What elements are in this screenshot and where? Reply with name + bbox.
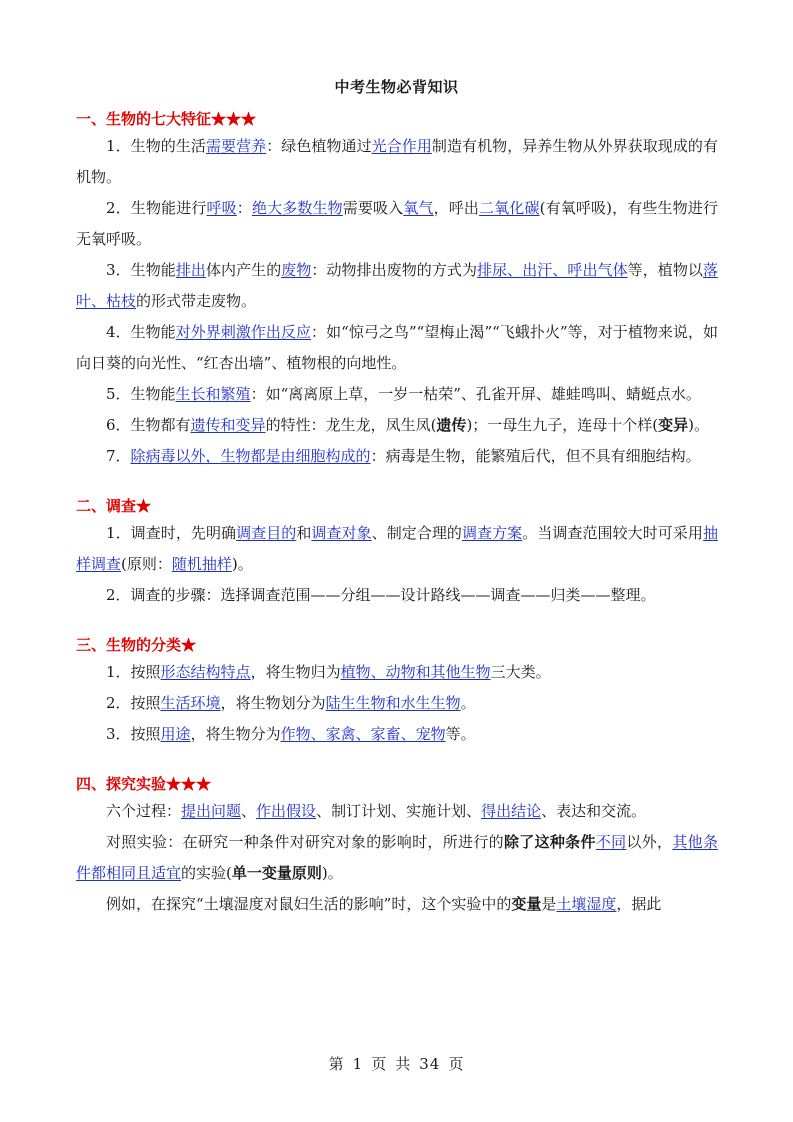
paragraph-text: ：如“惊弓之鸟”“望梅止渴”“飞蛾扑火”等，对于植物来说，如向日葵的向光性、“红杏出墙”、植物根的向地性。 bbox=[76, 323, 718, 372]
keyword-text: 呼吸 bbox=[206, 199, 237, 217]
keyword-text: 绝大多数生物 bbox=[251, 199, 343, 217]
page-footer bbox=[0, 1053, 793, 1074]
paragraph bbox=[76, 889, 718, 920]
paragraph-text: 例如， bbox=[106, 895, 152, 913]
footer-gong: 共 bbox=[395, 1055, 412, 1073]
section-classification bbox=[76, 633, 718, 750]
bold-text: 变量 bbox=[511, 895, 542, 913]
section-heading: 四、探究实验★★★ bbox=[76, 775, 212, 793]
paragraph-text: 的形式带走废物。 bbox=[136, 292, 257, 310]
paragraph-text: 、制订计划、实施计划、 bbox=[316, 802, 482, 820]
paragraph-text: ：绿色植物通过 bbox=[266, 137, 372, 155]
keyword-text: 落叶、枯枝 bbox=[76, 261, 718, 310]
paragraph-text: 体内产生的 bbox=[205, 261, 282, 279]
footer-page-number: 1 bbox=[352, 1055, 364, 1073]
footer-total-pages: 34 bbox=[419, 1055, 441, 1073]
paragraph-text: )。 bbox=[231, 555, 253, 573]
paragraph-text: ：动物排出废物的方式为 bbox=[311, 261, 478, 279]
keyword-text: 调查对象 bbox=[311, 524, 372, 542]
keyword-text: 调查方案 bbox=[462, 524, 523, 542]
paragraph-text: 的实验( bbox=[181, 864, 232, 882]
section-heading: 三、生物的分类★ bbox=[76, 636, 197, 654]
paragraph-text: )。 bbox=[321, 864, 343, 882]
keyword-text: 不同 bbox=[595, 833, 627, 851]
paragraph bbox=[76, 827, 718, 889]
keyword-text: 废物 bbox=[281, 261, 312, 279]
paragraph-text: ，将生物划分为 bbox=[220, 694, 326, 712]
paragraph-text: ，将生物归为 bbox=[250, 663, 341, 681]
paragraph-text: ：病毒是生物，能繁殖后代，但不具有细胞结构。 bbox=[370, 447, 701, 465]
keyword-text: 作物、家禽、家畜、宠物 bbox=[280, 725, 446, 743]
paragraph-text: 以外， bbox=[626, 833, 673, 851]
keyword-text: 遗传和变异 bbox=[190, 416, 266, 434]
paragraph-text: 三大类。 bbox=[490, 663, 551, 681]
keyword-text: 需要营养 bbox=[205, 137, 267, 155]
keyword-text: 土壤湿度 bbox=[556, 895, 617, 913]
paragraph bbox=[76, 688, 718, 719]
paragraph bbox=[76, 518, 718, 580]
paragraph-text: (有氧呼吸)，有些生物进行无氧呼吸。 bbox=[76, 199, 718, 248]
paragraph-text: 等。 bbox=[445, 725, 476, 743]
bold-text: 除了这种条件 bbox=[503, 833, 596, 851]
keyword-text: 得出结论 bbox=[481, 802, 542, 820]
paragraph-text: ：如“离离原上草，一岁一枯荣”、孔雀开屏、雄蛙鸣叫、蜻蜓点水。 bbox=[250, 385, 701, 403]
paragraph-text: 、制定合理的 bbox=[371, 524, 462, 542]
paragraph bbox=[76, 657, 718, 688]
paragraph-text: 2．按照 bbox=[106, 694, 161, 712]
keyword-text: 排出 bbox=[175, 261, 206, 279]
keyword-text: 二氧化碳 bbox=[479, 199, 540, 217]
paragraph bbox=[76, 255, 718, 317]
paragraph-text: ，据此 bbox=[616, 895, 662, 913]
keyword-text: 光合作用 bbox=[371, 137, 432, 155]
footer-di: 第 bbox=[328, 1055, 345, 1073]
keyword-text: 对外界刺激作出反应 bbox=[175, 323, 312, 341]
paragraph-text: 的特性：龙生龙，凤生凤( bbox=[265, 416, 437, 434]
paragraph-text: 在研究一种条件对研究对象的影响时，所进行的 bbox=[182, 833, 504, 851]
paragraph-text: 、 bbox=[241, 802, 257, 820]
keyword-text: 随机抽样 bbox=[171, 555, 232, 573]
paragraph-text: 制造有机物，异养生物从外界获取现成的有机物。 bbox=[76, 137, 718, 186]
section-survey bbox=[76, 494, 718, 611]
paragraph bbox=[76, 317, 718, 379]
keyword-text: 用途 bbox=[160, 725, 191, 743]
paragraph-text: ： bbox=[236, 199, 252, 217]
paragraph-text: 、表达和交流。 bbox=[541, 802, 647, 820]
paragraph-text: 。当调查范围较大时可采用 bbox=[522, 524, 703, 542]
paragraph-text: 1．生物的生活 bbox=[106, 137, 206, 155]
section-heading: 二、调查★ bbox=[76, 497, 152, 515]
footer-ye: 页 bbox=[448, 1055, 465, 1073]
keyword-text: 调查目的 bbox=[236, 524, 297, 542]
paragraph-text: 是 bbox=[541, 895, 557, 913]
paragraph bbox=[76, 580, 718, 611]
paragraph bbox=[76, 131, 718, 193]
page-title: 中考生物必背知识 bbox=[334, 78, 459, 96]
paragraph-text: 对照实验： bbox=[106, 833, 183, 851]
paragraph bbox=[76, 193, 718, 255]
paragraph-text: 5．生物能 bbox=[106, 385, 176, 403]
paragraph-text: 等，植物以 bbox=[627, 261, 703, 279]
keyword-text: 氧气 bbox=[403, 199, 434, 217]
paragraph-text: 。 bbox=[460, 694, 476, 712]
paragraph-text: 和 bbox=[296, 524, 312, 542]
paragraph bbox=[76, 719, 718, 750]
paragraph bbox=[76, 796, 718, 827]
paragraph-text: )；一母生九子，连母十个样( bbox=[466, 416, 659, 434]
paragraph-text: 需要吸入 bbox=[342, 199, 404, 217]
paragraph-text: 3．按照 bbox=[106, 725, 161, 743]
paragraph-text: 6．生物都有 bbox=[106, 416, 191, 434]
paragraph-text: 4．生物能 bbox=[106, 323, 176, 341]
paragraph-text: 1．调查时，先明确 bbox=[106, 524, 237, 542]
keyword-text: 排尿、出汗、呼出气体 bbox=[477, 261, 628, 279]
paragraph-text: )。 bbox=[688, 416, 710, 434]
bold-text: 变异 bbox=[658, 416, 689, 434]
paragraph bbox=[76, 410, 718, 441]
keyword-text: 其他条件都相同且适宜 bbox=[76, 833, 718, 882]
keyword-text: 除病毒以外，生物都是由细胞构成的 bbox=[130, 447, 371, 465]
paragraph-text: 7． bbox=[106, 447, 131, 465]
keyword-text: 作出假设 bbox=[256, 802, 317, 820]
keyword-text: 生活环境 bbox=[160, 694, 221, 712]
keyword-text: 提出问题 bbox=[181, 802, 242, 820]
paragraph-text: ，将生物分为 bbox=[190, 725, 281, 743]
keyword-text: 抽样调查 bbox=[76, 524, 718, 573]
paragraph-text: 2．生物能进行 bbox=[106, 199, 207, 217]
section-experiment bbox=[76, 772, 718, 920]
paragraph-text: 2．调查的步骤：选择调查范围——分组——设计路线——调查——归类——整理。 bbox=[106, 586, 656, 604]
keyword-text: 陆生生物和水生生物 bbox=[325, 694, 461, 712]
section-traits bbox=[76, 107, 718, 472]
paragraph bbox=[76, 379, 718, 410]
document-body bbox=[76, 107, 718, 920]
bold-text: 单一变量原则 bbox=[231, 864, 322, 882]
keyword-text: 植物、动物和其他生物 bbox=[340, 663, 491, 681]
bold-text: 遗传 bbox=[436, 416, 467, 434]
paragraph-text: 在探究“土壤湿度对鼠妇生活的影响”时，这个实验中的 bbox=[151, 895, 512, 913]
paragraph-text: ，呼出 bbox=[433, 199, 480, 217]
paragraph bbox=[76, 441, 718, 472]
keyword-text: 形态结构特点 bbox=[160, 663, 251, 681]
paragraph-text: 3．生物能 bbox=[106, 261, 176, 279]
paragraph-text: (原则： bbox=[121, 555, 172, 573]
footer-ye: 页 bbox=[371, 1055, 388, 1073]
keyword-text: 生长和繁殖 bbox=[175, 385, 251, 403]
paragraph-text: 1．按照 bbox=[106, 663, 161, 681]
paragraph-text: 六个过程： bbox=[106, 802, 182, 820]
section-heading: 一、生物的七大特征★★★ bbox=[76, 110, 257, 128]
